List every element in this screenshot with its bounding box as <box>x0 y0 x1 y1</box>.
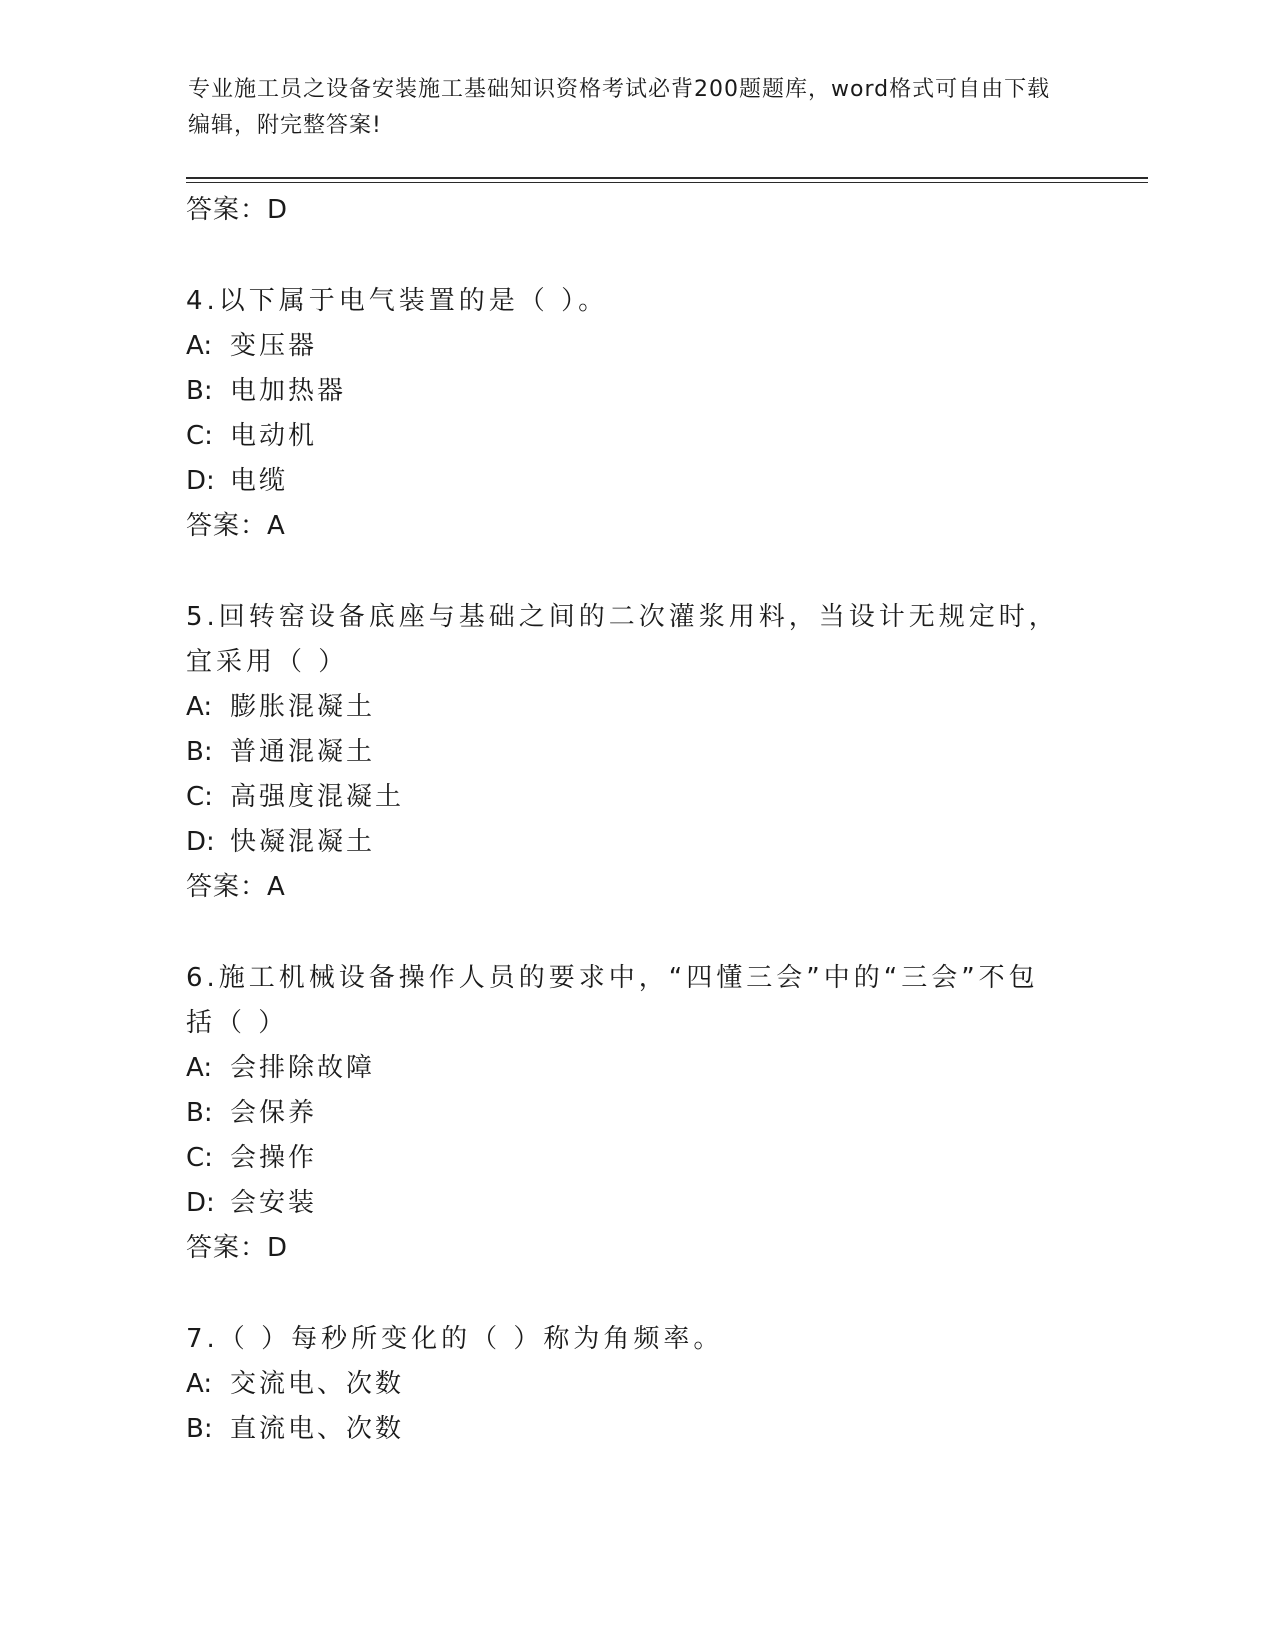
spacer <box>186 1271 1066 1317</box>
question-stem: 5.回转窑设备底座与基础之间的二次灌浆用料，当设计无规定时，宜采用（ ） <box>186 602 1059 677</box>
option-text: 会排除故障 <box>230 1053 376 1083</box>
option-text: 膨胀混凝土 <box>230 692 376 722</box>
option-letter: D: <box>186 1188 215 1218</box>
option-letter: C: <box>186 421 213 451</box>
option-d <box>186 820 1066 865</box>
option-b <box>186 730 1066 775</box>
question-stem: 4.以下属于电气装置的是（ ）。 <box>186 286 609 316</box>
option-a <box>186 685 1066 730</box>
option-text: 电动机 <box>230 421 318 451</box>
option-text: 高强度混凝土 <box>230 782 405 812</box>
option-letter: A: <box>186 331 213 361</box>
option-letter: A: <box>186 1369 213 1399</box>
answer-line: 答案：D <box>186 1233 289 1263</box>
option-letter: B: <box>186 1098 213 1128</box>
question-list <box>186 188 1066 1452</box>
option-b <box>186 369 1066 414</box>
option-letter: B: <box>186 1414 213 1444</box>
option-text: 交流电、次数 <box>230 1369 405 1399</box>
option-text: 快凝混凝土 <box>230 827 376 857</box>
option-a <box>186 1046 1066 1091</box>
option-letter: A: <box>186 1053 213 1083</box>
spacer <box>186 549 1066 595</box>
option-text: 电缆 <box>230 466 289 496</box>
option-text: 会安装 <box>230 1188 318 1218</box>
option-text: 电加热器 <box>230 376 347 406</box>
option-d <box>186 1181 1066 1226</box>
answer-line: 答案：A <box>186 511 286 541</box>
option-b <box>186 1091 1066 1136</box>
option-d <box>186 459 1066 504</box>
question-7 <box>186 1317 1066 1452</box>
document-header: 专业施工员之设备安装施工基础知识资格考试必背200题题库，word格式可自由下载编辑，附完整答案! <box>188 77 1051 138</box>
option-text: 普通混凝土 <box>230 737 376 767</box>
option-c <box>186 775 1066 820</box>
option-c <box>186 414 1066 459</box>
header-divider-thin <box>186 182 1148 183</box>
answer-line-previous: 答案：D <box>186 195 289 225</box>
question-6 <box>186 956 1066 1271</box>
question-4 <box>186 279 1066 549</box>
option-text: 会操作 <box>230 1143 318 1173</box>
option-letter: D: <box>186 466 215 496</box>
option-letter: C: <box>186 782 213 812</box>
option-a <box>186 324 1066 369</box>
spacer <box>186 233 1066 279</box>
answer-line: 答案：A <box>186 872 286 902</box>
option-letter: C: <box>186 1143 213 1173</box>
option-a <box>186 1362 1066 1407</box>
option-letter: A: <box>186 692 213 722</box>
spacer <box>186 910 1066 956</box>
option-b <box>186 1407 1066 1452</box>
question-5 <box>186 595 1066 910</box>
option-letter: D: <box>186 827 215 857</box>
option-letter: B: <box>186 737 213 767</box>
option-text: 变压器 <box>230 331 318 361</box>
question-stem: 6.施工机械设备操作人员的要求中，“四懂三会”中的“三会”不包括（ ） <box>186 963 1039 1038</box>
option-c <box>186 1136 1066 1181</box>
option-text: 直流电、次数 <box>230 1414 405 1444</box>
option-letter: B: <box>186 376 213 406</box>
question-stem: 7.（ ）每秒所变化的（ ）称为角频率。 <box>186 1324 724 1354</box>
header-divider-thick <box>186 177 1148 179</box>
option-text: 会保养 <box>230 1098 318 1128</box>
